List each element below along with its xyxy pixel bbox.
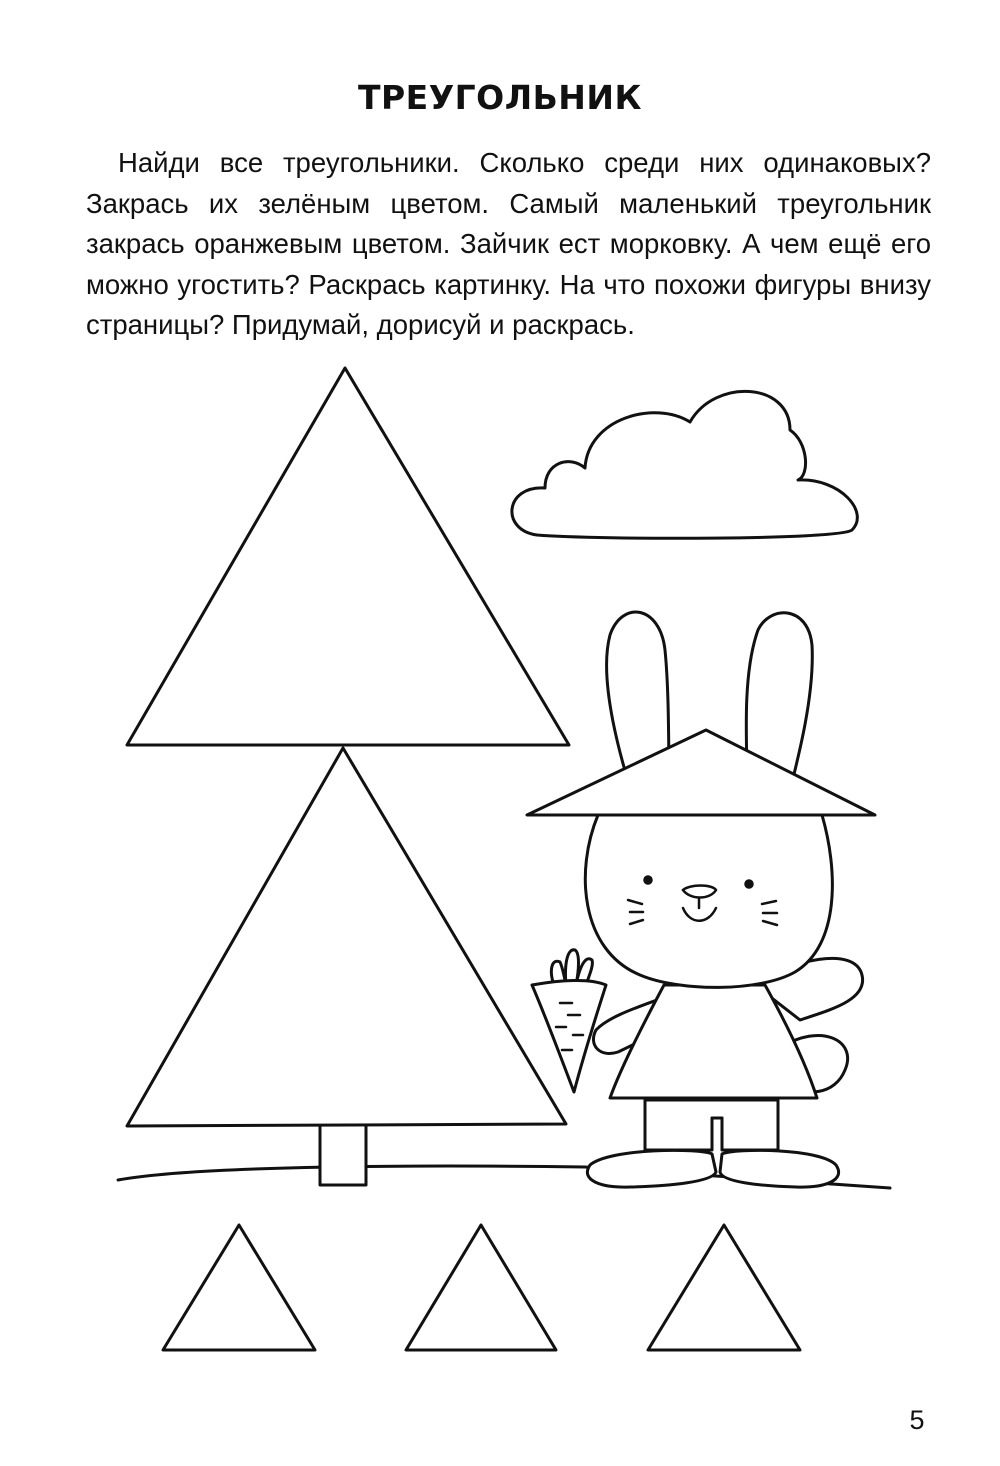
bottom-triangle-1 [163,1225,315,1350]
rabbit-foot-right [720,1150,839,1187]
tree-trunk [320,1124,366,1185]
tree-lower-triangle [127,748,566,1126]
instructions-text: Найди все треугольники. Сколько среди них одинаковых? Закрась их зелёным цветом. Самый маленький треугольник закрась оранжевым цветом. Зайчик ест морковку. А чем ещё его можно угостить? Раскрась картинку. На что похожи фигуры внизу страницы? Придумай, дорисуй и раскрась. [86,147,931,340]
page-title: ТРЕУГОЛЬНИК [357,78,643,117]
rabbit-head [585,815,832,987]
rabbit-eye-right [746,881,753,888]
page-number: 5 [909,1405,925,1435]
bottom-triangle-3 [648,1225,800,1350]
cloud [512,391,857,538]
tree-upper-triangle [127,368,569,745]
rabbit-hat [527,730,875,815]
bottom-triangle-2 [406,1225,556,1350]
rabbit-legs [645,1100,778,1150]
rabbit-eye-left [645,877,652,884]
rabbit-foot-left [587,1150,716,1187]
